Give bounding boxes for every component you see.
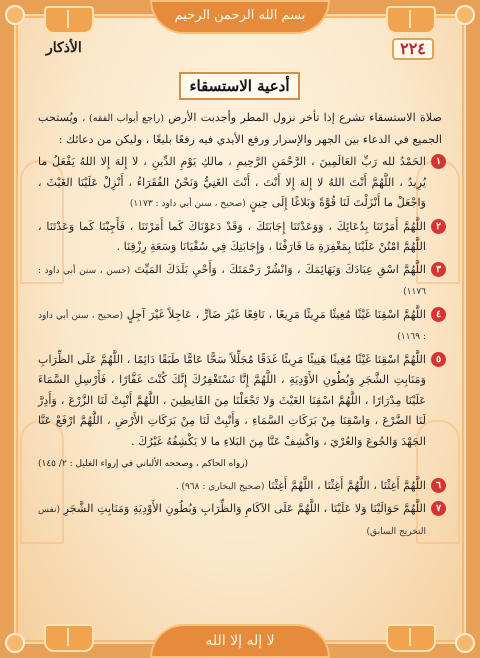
dua-reference: (صحيح البخاري : ٩٦٨) . [175,481,265,492]
book-title: الأذكار [46,40,82,56]
corner-ornament-icon [455,5,475,25]
corner-ornament-icon [455,633,475,653]
corner-ornament-icon [5,633,25,653]
dua-item [38,499,442,542]
dua-text: اللَّهُمَّ أَمَرْتَنَا بِدُعَائِكَ ، وَوَعَدْتَنَا إِجَابَتَكَ ، وَقَدْ دَعَوْنَاكَ كَما أَمَرْتَنَا ، فَأَجِبْنَا كَما وَعَدْتَنَا ، اللَّهُمَّ امْنُنْ عَلَيْنَا بِمَغْفِرَةِ مَا قَارَفْنَا ، وَإِجَابَتِكَ فِي سُقْيَانَا وَسَعَةِ رِزْقِنَا . [38,219,426,253]
item-number-badge: ٥ [431,352,446,367]
open-book-icon [386,624,436,652]
item-number-badge: ٣ [431,262,446,277]
dua-item [38,476,442,498]
open-book-icon [386,6,436,34]
dua-text: اللَّهُمَّ اسْقِنَا غَيْثًا مُغِيثًا هَنِيئًا مَرِيئًا غَدَقًا مُجَلِّلاً سَحًّا عَامًّا طَبَقًا دَائِمًا ، اللَّهُمَّ عَلَى الظِّرَابِ وَمَنَابِتِ الشَّجَرِ وَبُطُونِ الأَوْدِيَةِ ، اللَّهُمَّ إِنَّا نَسْتَغْفِرُكَ إِنَّكَ كُنْتَ غَفَّارًا ، فَأَرْسِلِ السَّمَاءَ عَلَيْنَا مِدْرَارًا ، اللَّهُمَّ اسْقِنَا الغَيْثَ وَلا تَجْعَلْنَا مِنَ القَانِطِينَ ، اللَّهُمَّ أَنْبِتْ لَنَا الزَّرْعَ ، وَأَدِرَّ لَنَا الضَّرْعَ ، وَاسْقِنَا مِنْ بَرَكَاتِ السَّمَاءِ ، وَأَنْبِتْ لَنَا مِنْ بَرَكَاتِ الأَرْضِ ، اللَّهُمَّ ارْفَعْ عَنَّا الجَهْدَ وَالجُوعَ وَالعُرْيَ ، وَاكْشِفْ عَنَّا مِنَ البَلاءِ ما لا يَكْشِفُهُ غَيْرُكَ . [38,352,426,448]
open-book-icon [44,624,94,652]
dua-text: اللَّهُمَّ أَغِثْنَا ، اللَّهُمَّ أَغِثْنَا ، اللَّهُمَّ أَغِثْنَا [268,478,426,492]
page-number: ٢٢٤ [392,38,434,60]
open-book-icon [44,6,94,34]
item-number-badge: ٢ [431,219,446,234]
dua-item [38,350,442,453]
item-number-badge: ٤ [431,307,446,322]
intro-paragraph [38,108,442,150]
intro-reference: (راجع أبواب الفقه) ، [82,113,164,124]
dua-text: اللَّهُمَّ اسْقِ عِبَادَكَ وَبَهَائِمَكَ ، وَانْشُرْ رَحْمَتَكَ ، وَأَحْيِ بَلَدَكَ المَيِّتَ [134,262,426,276]
dua-reference: (صحيح ، سنن أبي داود : ١١٧٣) [129,199,246,209]
dua-reference: (نفس التخريج السابق) [38,505,426,537]
top-calligraphy-ornament [150,0,330,34]
corner-ornament-icon [5,5,25,25]
page-header [44,38,436,62]
dua-item [38,217,442,258]
bottom-calligraphy-ornament [150,624,330,658]
dua-reference: (رواه الحاكم ، وصححه الألباني في إرواء الغليل : ٢/ ١٤٥) [38,459,249,469]
dua-item [38,305,442,348]
dua-text: اللَّهُمَّ اسْقِنَا غَيْثًا مُغِيثًا مَرِيئًا مَرِيعًا ، نَافِعًا غَيْرَ ضَارٍّ ، عَاجِلاً غَيْرَ آجِلٍ [126,307,427,321]
item-number-badge: ٦ [431,478,446,493]
section-title: أدعية الاستسقاء [179,72,300,100]
item-number-badge: ٧ [431,501,446,516]
item-number-badge: ١ [431,154,446,169]
intro-text: صلاة الاستسقاء تشرع إذا تأخر نزول المطر وأجدبت الأرض [168,111,442,124]
dua-text: الحَمْدُ لله رَبِّ العَالَمِينَ ، الرَّحْمَنِ الرَّحِيمِ ، مالكِ يَوْمِ الدِّينِ ، لا إِلهَ إِلا اللهُ يَفْعَلُ ما يُرِيدُ ، اللَّهُمَّ أَنْتَ اللهُ لا إِلهَ إِلا أَنْتَ ، أَنْتَ الغَنِيُّ وَنَحْنُ الفُقَرَاءُ ، أَنْزِلْ عَلَيْنَا الغَيْثَ ، وَاجْعَلْ ما أَنْزَلْتَ لَنَا قُوَّةً وَبَلاغًا إِلَى حِينٍ [38,155,426,209]
document-body [38,108,442,544]
top-calligraphy-text: بسم الله الرحمن الرحيم [174,8,306,23]
intro-text-continued: ويُستحب الجميع في الدعاء بين الجهر والإسرار ورفع الأيدي فيه رفعًا بليغًا ، وليكن من دعائك : [38,111,442,146]
dua-text: اللَّهُمَّ حَوَالَيْنَا وَلا عَلَيْنَا ، اللَّهُمَّ عَلَى الآكَامِ وَالظِّرَابِ وَبُطُونِ الأَوْدِيَةِ وَمَنَابِتِ الشَّجَرِ [63,502,427,515]
bottom-calligraphy-text: لا إله إلا الله [205,633,275,649]
dua-item [38,152,442,215]
dua-reference: (صحيح ، سنن أبي داود : ١١٦٩) [38,310,426,342]
dua-reference: (حسن ، سنن أبي داود : ١١٧٦) [38,265,426,297]
dua-item [38,260,442,303]
